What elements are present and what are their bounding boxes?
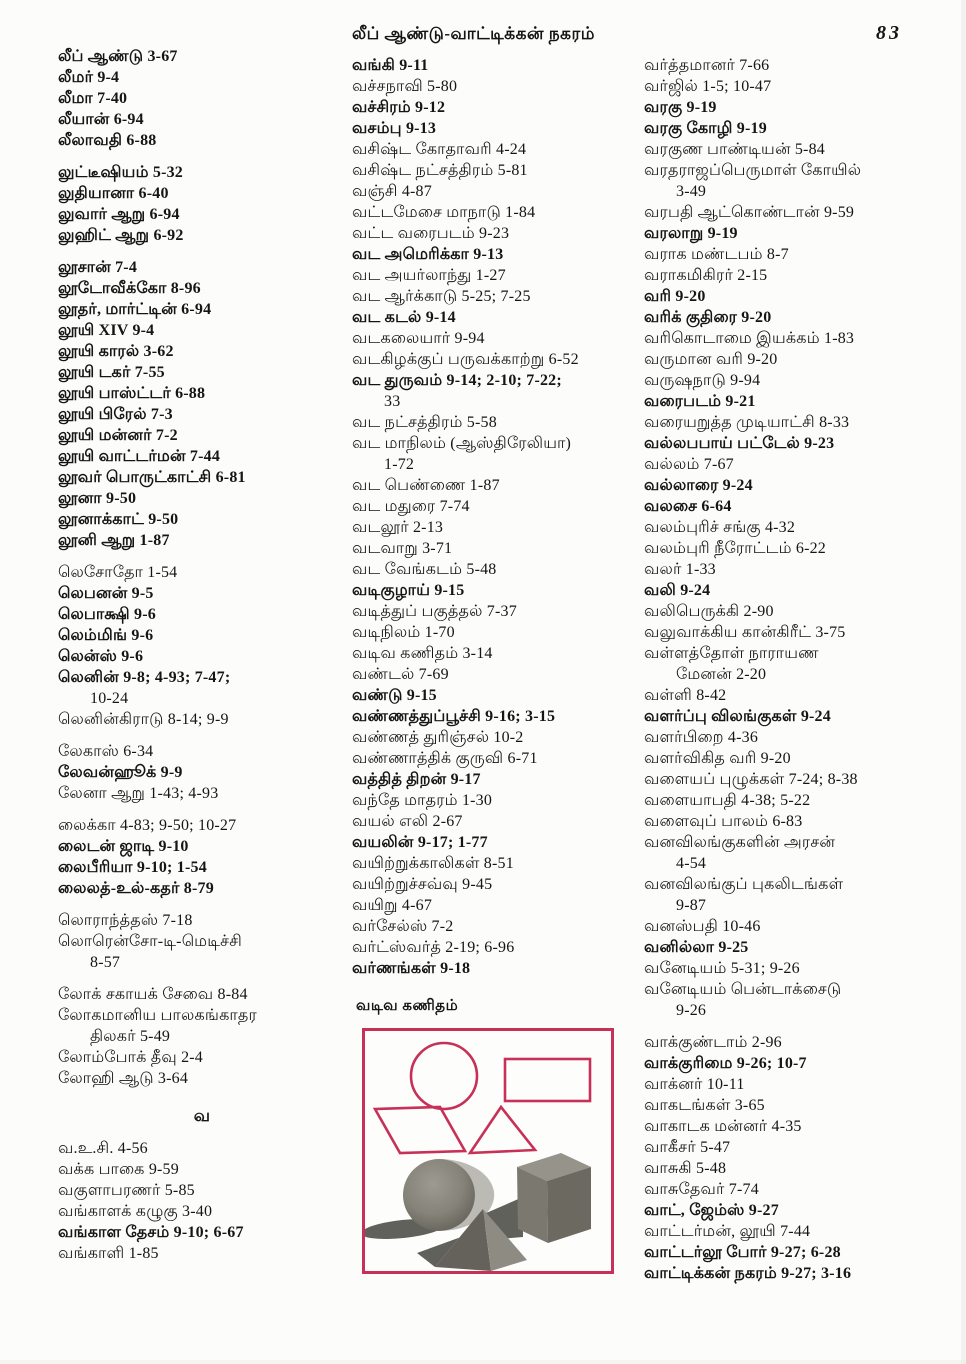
index-entry: வரலாறு 9-19 (644, 225, 738, 242)
index-entry: லைபீரியா 9-10; 1-54 (58, 859, 207, 876)
circle-outline-shape (411, 1043, 477, 1109)
index-entry: லைடன் ஜாடி 9-10 (58, 838, 189, 855)
index-entry: வள்ளத்தோள் நாராயண (644, 645, 819, 662)
index-entry: வளர்விகித வரி 9-20 (644, 750, 791, 767)
index-entry: வந்தே மாதரம் 1-30 (352, 792, 493, 809)
index-entry: லூயி வாட்டர்மன் 7-44 (58, 448, 221, 465)
index-entry-continuation: 33 (384, 393, 401, 410)
index-entry: வாக்னர் 10-11 (644, 1076, 745, 1093)
geometry-figure-drawing (365, 1031, 611, 1271)
index-entry: வடிகுழாய் 9-15 (352, 582, 465, 599)
index-entry: வளையப் புழுக்கள் 7-24; 8-38 (644, 771, 858, 788)
index-entry: வயிற்றுக்காலிகள் 8-51 (352, 855, 514, 872)
index-entry: வனஸ்பதி 10-46 (644, 918, 761, 935)
index-entry: வள்ளி 8-42 (644, 687, 727, 704)
index-entry: வலசை 6-64 (644, 498, 732, 515)
index-entry: வளர்பிறை 4-36 (644, 729, 759, 746)
index-entry: வண்ணத் துரிஞ்சல் 10-2 (352, 729, 524, 746)
index-entry: லுட்டீஷியம் 5-32 (58, 164, 183, 181)
index-entry: வட நட்சத்திரம் 5-58 (352, 414, 497, 431)
index-entry: வாட்டர்லூ போர் 9-27; 6-28 (644, 1244, 841, 1261)
index-entry: லீமா 7-40 (58, 90, 128, 107)
index-column-1 (58, 46, 346, 1264)
page-edge-shadow-right (961, 0, 966, 1364)
index-entry: வர்ணங்கள் 9-18 (352, 960, 471, 977)
index-entry: வளைவுப் பாலம் 6-83 (644, 813, 803, 830)
index-entry: வாட், ஜேம்ஸ் 9-27 (644, 1202, 779, 1219)
index-entry: வச்சநாவி 5-80 (352, 78, 458, 95)
index-entry: வர்சேல்ஸ் 7-2 (352, 918, 454, 935)
index-entry: வட வேங்கடம் 5-48 (352, 561, 497, 578)
index-entry: வாசுதேவர் 7-74 (644, 1181, 759, 1198)
index-entry: வரகுண பாண்டியன் 5-84 (644, 141, 825, 158)
index-entry: வரிகொடாமை இயக்கம் 1-83 (644, 330, 855, 347)
index-entry: லீலாவதி 6-88 (58, 132, 157, 149)
index-entry: வடித்துப் பகுத்தல் 7-37 (352, 603, 517, 620)
index-entry: வரபதி ஆட்கொண்டான் 9-59 (644, 204, 855, 221)
index-entry: வாகடங்கள் 3-65 (644, 1097, 765, 1114)
index-entry: வயல் எலி 2-67 (352, 813, 463, 830)
index-entry: லீயான் 6-94 (58, 111, 144, 128)
index-entry: லெம்மிங் 9-6 (58, 627, 154, 644)
index-entry: வசம்பு 9-13 (352, 120, 437, 137)
index-entry: லேகாஸ் 6-34 (58, 743, 154, 760)
index-entry: வத்தித் திறன் 9-17 (352, 771, 481, 788)
index-entry: வல்லபபாய் பட்டேல் 9-23 (644, 435, 835, 452)
index-entry: வட ஆர்க்காடு 5-25; 7-25 (352, 288, 531, 305)
page-number: 83 (876, 22, 902, 44)
index-entry: வாகீசர் 5-47 (644, 1139, 731, 1156)
index-entry: லைலத்-உல்-கதர் 8-79 (58, 880, 214, 897)
index-entry: வருஷநாடு 9-94 (644, 372, 761, 389)
index-entry: வங்காள தேசம் 9-10; 6-67 (58, 1224, 244, 1241)
index-entry: வ.உ.சி. 4-56 (58, 1140, 148, 1157)
index-entry-continuation: திலகர் 5-49 (90, 1028, 171, 1045)
index-entry-continuation: 4-54 (676, 855, 707, 872)
index-entry: லோஹி ஆடு 3-64 (58, 1070, 189, 1087)
index-entry: வக்க பாகை 9-59 (58, 1161, 179, 1178)
index-entry: வளையாபதி 4-38; 5-22 (644, 792, 811, 809)
index-entry: வட பெண்ணை 1-87 (352, 477, 500, 494)
index-entry: வசிஷ்ட கோதாவரி 4-24 (352, 141, 527, 158)
index-entry: வங்கி 9-11 (352, 57, 429, 74)
index-entry: லூசான் 7-4 (58, 259, 138, 276)
index-entry: லூனா 9-50 (58, 490, 137, 507)
index-entry: வட துருவம் 9-14; 2-10; 7-22; (352, 372, 562, 389)
index-entry: வயிற்றுச்சவ்வு 9-45 (352, 876, 493, 893)
page-edge-shadow-bottom (0, 1360, 966, 1364)
index-entry: வட அமெரிக்கா 9-13 (352, 246, 504, 263)
index-entry: வரிக் குதிரை 9-20 (644, 309, 772, 326)
index-entry: வடகலையார் 9-94 (352, 330, 485, 347)
index-entry: வாகாடக மன்னர் 4-35 (644, 1118, 802, 1135)
index-entry: லுஹிட் ஆறு 6-92 (58, 227, 184, 244)
index-entry: வர்த்தமானர் 7-66 (644, 57, 770, 74)
index-entry: வாட்டர்மன், லூயி 7-44 (644, 1223, 811, 1240)
index-entry-continuation: மேனன் 2-20 (676, 666, 767, 683)
index-entry-continuation: 8-57 (90, 954, 121, 971)
index-entry: வங்காளக் கழுகு 3-40 (58, 1203, 213, 1220)
index-entry: லூனாக்காட் 9-50 (58, 511, 179, 528)
index-entry: வர்ஜில் 1-5; 10-47 (644, 78, 772, 95)
rectangle-outline-shape (505, 1059, 590, 1101)
index-entry: வலம்புரி நீரோட்டம் 6-22 (644, 540, 826, 557)
index-entry: வளர்ப்பு விலங்குகள் 9-24 (644, 708, 831, 725)
index-column-3 (644, 55, 962, 1284)
index-entry: வரகு கோழி 9-19 (644, 120, 767, 137)
index-entry: வரதராஜப்பெருமாள் கோயில் (644, 162, 862, 179)
index-entry: வடிவ கணிதம் 3-14 (352, 645, 493, 662)
figure-caption: வடிவ கணிதம் (356, 998, 459, 1014)
index-entry: வங்காளி 1-85 (58, 1245, 159, 1262)
index-entry: லுதியானா 6-40 (58, 185, 169, 202)
index-entry: வனேடியம் 5-31; 9-26 (644, 960, 800, 977)
index-entry: வரகு 9-19 (644, 99, 717, 116)
index-entry: லூயி காரல் 3-62 (58, 343, 174, 360)
index-entry: வடவாறு 3-71 (352, 540, 453, 557)
index-entry: வண்டல் 7-69 (352, 666, 449, 683)
index-entry: வனவிலங்குகளின் அரசன் (644, 834, 836, 851)
index-entry: வலுவாக்கிய கான்கிரீட் 3-75 (644, 624, 846, 641)
index-entry-continuation: 10-24 (90, 690, 129, 707)
index-entry: வாக்குண்டாம் 2-96 (644, 1034, 782, 1051)
index-entry: லூயி டகர் 7-55 (58, 364, 165, 381)
index-entry: வண்டு 9-15 (352, 687, 437, 704)
index-entry: வராக மண்டபம் 8-7 (644, 246, 789, 263)
index-entry: வலம்புரிச் சங்கு 4-32 (644, 519, 796, 536)
index-entry: வசிஷ்ட நட்சத்திரம் 5-81 (352, 162, 528, 179)
index-entry: வடலூர் 2-13 (352, 519, 444, 536)
index-entry: வண்ணத்துப்பூச்சி 9-16; 3-15 (352, 708, 556, 725)
index-entry: லூயி XIV 9-4 (58, 322, 155, 339)
index-entry: லொராந்த்தஸ் 7-18 (58, 912, 193, 929)
index-entry: லெனின்கிராடு 8-14; 9-9 (58, 711, 229, 728)
index-entry: வர்ட்ஸ்வர்த் 2-19; 6-96 (352, 939, 515, 956)
index-entry: வடகிழக்குப் பருவக்காற்று 6-52 (352, 351, 579, 368)
index-entry: வட அயர்லாந்து 1-27 (352, 267, 506, 284)
index-entry: வட மதுரை 7-74 (352, 498, 470, 515)
index-entry: லென்ஸ் 9-6 (58, 648, 144, 665)
index-entry: வாசுகி 5-48 (644, 1160, 727, 1177)
index-entry: லெபனன் 9-5 (58, 585, 154, 602)
index-entry: லூவர் பொருட்காட்சி 6-81 (58, 469, 246, 486)
index-entry: வராகமிகிரர் 2-15 (644, 267, 768, 284)
index-entry-continuation: 1-72 (384, 456, 415, 473)
index-entry: வரைபடம் 9-21 (644, 393, 756, 410)
section-letter-heading: வ (193, 1106, 211, 1125)
index-entry-continuation: 9-87 (676, 897, 707, 914)
index-entry: லெசோதோ 1-54 (58, 564, 178, 581)
parallelogram-outline-shape (375, 1107, 465, 1153)
index-entry: லுவார் ஆறு 6-94 (58, 206, 180, 223)
index-entry: வலிபெருக்கி 2-90 (644, 603, 774, 620)
index-entry: வல்லாரை 9-24 (644, 477, 753, 494)
geometry-figure (362, 1028, 614, 1274)
page-header-title: லீப் ஆண்டு-வாட்டிக்கன் நகரம் (352, 24, 595, 43)
index-entry: லெபாக்ஷி 9-6 (58, 606, 156, 623)
index-entry: வட்ட வரைபடம் 9-23 (352, 225, 510, 242)
index-entry: வனேடியம் பென்டாக்சைடு (644, 981, 842, 998)
index-entry: லேனா ஆறு 1-43; 4-93 (58, 785, 219, 802)
index-entry: லூயி மன்னர் 7-2 (58, 427, 178, 444)
index-entry: வகுளாபரணர் 5-85 (58, 1182, 195, 1199)
index-entry: லேவன்ஹூக் 9-9 (58, 764, 183, 781)
index-entry: லூனி ஆறு 1-87 (58, 532, 170, 549)
index-entry: வரையறுத்த முடியாட்சி 8-33 (644, 414, 850, 431)
index-entry: வல்லம் 7-67 (644, 456, 734, 473)
index-entry: லைக்கா 4-83; 9-50; 10-27 (58, 817, 237, 834)
index-entry: வயலின் 9-17; 1-77 (352, 834, 488, 851)
index-entry: வலி 9-24 (644, 582, 711, 599)
index-entry: வருமான வரி 9-20 (644, 351, 778, 368)
index-entry: வாக்குரிமை 9-26; 10-7 (644, 1055, 807, 1072)
index-entry-continuation: 9-26 (676, 1002, 707, 1019)
index-entry: லொரென்சோ-டி-மெடிச்சி (58, 933, 242, 950)
index-entry: வச்சிரம் 9-12 (352, 99, 446, 116)
index-entry: வரி 9-20 (644, 288, 706, 305)
index-entry: வனில்லா 9-25 (644, 939, 749, 956)
index-entry: லூயி பிரேல் 7-3 (58, 406, 173, 423)
index-entry: வாட்டிக்கன் நகரம் 9-27; 3-16 (644, 1265, 852, 1282)
index-entry: லோம்போக் தீவு 2-4 (58, 1049, 203, 1066)
index-entry: வஞ்சி 4-87 (352, 183, 432, 200)
index-entry: லூயி பாஸ்ட்டர் 6-88 (58, 385, 206, 402)
index-entry: லூடோவீக்கோ 8-96 (58, 280, 201, 297)
index-entry: லோக் சகாயக் சேவை 8-84 (58, 986, 248, 1003)
index-entry: வடிநிலம் 1-70 (352, 624, 455, 641)
index-entry: வலர் 1-33 (644, 561, 716, 578)
index-entry: லோகமானிய பாலகங்காதர (58, 1007, 258, 1024)
index-entry: வட்டமேசை மாநாடு 1-84 (352, 204, 536, 221)
index-entry: வண்ணாத்திக் குருவி 6-71 (352, 750, 538, 767)
index-entry: லெனின் 9-8; 4-93; 7-47; (58, 669, 231, 686)
index-entry-continuation: 3-49 (676, 183, 707, 200)
index-entry: லீமர் 9-4 (58, 69, 120, 86)
index-entry: வட மாநிலம் (ஆஸ்திரேலியா) (352, 435, 572, 452)
index-entry: லீப் ஆண்டு 3-67 (58, 48, 178, 65)
index-entry: வயிறு 4-67 (352, 897, 433, 914)
index-entry: வட கடல் 9-14 (352, 309, 456, 326)
index-column-2 (352, 55, 652, 979)
triangle-outline-shape (470, 1107, 535, 1153)
index-entry: வனவிலங்குப் புகலிடங்கள் (644, 876, 844, 893)
index-entry: லூதர், மார்ட்டின் 6-94 (58, 301, 212, 318)
